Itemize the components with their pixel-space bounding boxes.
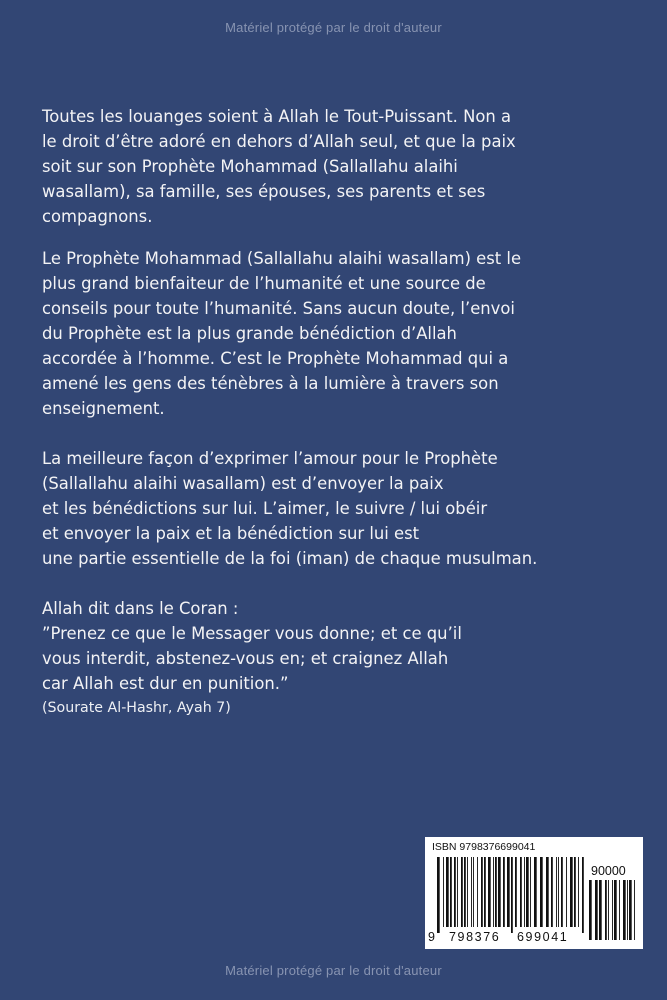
paragraph-quran-quote <box>42 596 642 719</box>
text-line: accordée à l’homme. C’est le Prophète Mohammad qui a <box>42 349 509 368</box>
text-line: et envoyer la paix et la bénédiction sur lui est <box>42 524 420 543</box>
text-line: Le Prophète Mohammad (Sallallahu alaihi wasallam) est le <box>42 249 522 268</box>
text-line: compagnons. <box>42 207 153 226</box>
barcode-digits-left: 798376 <box>449 930 501 944</box>
copyright-watermark-top: Matériel protégé par le droit d'auteur <box>225 20 442 35</box>
text-line: amené les gens des ténèbres à la lumière à travers son <box>42 374 499 393</box>
copyright-watermark-bottom: Matériel protégé par le droit d'auteur <box>225 963 442 978</box>
barcode-addon-code: 90000 <box>591 864 626 878</box>
text-line: wasallam), sa famille, ses épouses, ses parents et ses <box>42 182 486 201</box>
text-line: car Allah est dur en punition.” <box>42 674 289 693</box>
text-line: enseignement. <box>42 399 165 418</box>
isbn-barcode <box>425 837 643 949</box>
text-line: La meilleure façon d’exprimer l’amour pour le Prophète <box>42 449 498 468</box>
text-line: Toutes les louanges soient à Allah le Tout-Puissant. Non a <box>42 107 512 126</box>
text-line: (Sallallahu alaihi wasallam) est d’envoyer la paix <box>42 474 444 493</box>
text-line: le droit d’être adoré en dehors d’Allah seul, et que la paix <box>42 132 516 151</box>
text-line: ”Prenez ce que le Messager vous donne; et ce qu’il <box>42 624 462 643</box>
paragraph-prophet <box>42 246 642 421</box>
text-line: vous interdit, abstenez-vous en; et craignez Allah <box>42 649 449 668</box>
quote-citation: (Sourate Al-Hashr, Ayah 7) <box>42 700 231 716</box>
barcode-digits-right: 699041 <box>517 930 569 944</box>
isbn-label: ISBN 9798376699041 <box>432 841 536 853</box>
barcode-addon-bars-icon <box>589 880 637 940</box>
paragraph-love <box>42 446 642 571</box>
text-line: soit sur son Prophète Mohammad (Sallallahu alaihi <box>42 157 458 176</box>
text-line: conseils pour toute l’humanité. Sans aucun doute, l’envoi <box>42 299 515 318</box>
text-line: une partie essentielle de la foi (iman) de chaque musulman. <box>42 549 538 568</box>
text-line: plus grand bienfaiteur de l’humanité et une source de <box>42 274 486 293</box>
text-line: Allah dit dans le Coran : <box>42 599 239 618</box>
text-line: et les bénédictions sur lui. L’aimer, le suivre / lui obéir <box>42 499 488 518</box>
barcode-bars-icon <box>437 857 584 933</box>
text-line: du Prophète est la plus grande bénédiction d’Allah <box>42 324 457 343</box>
barcode-digit-first: 9 <box>428 930 435 944</box>
paragraph-praise <box>42 104 642 229</box>
